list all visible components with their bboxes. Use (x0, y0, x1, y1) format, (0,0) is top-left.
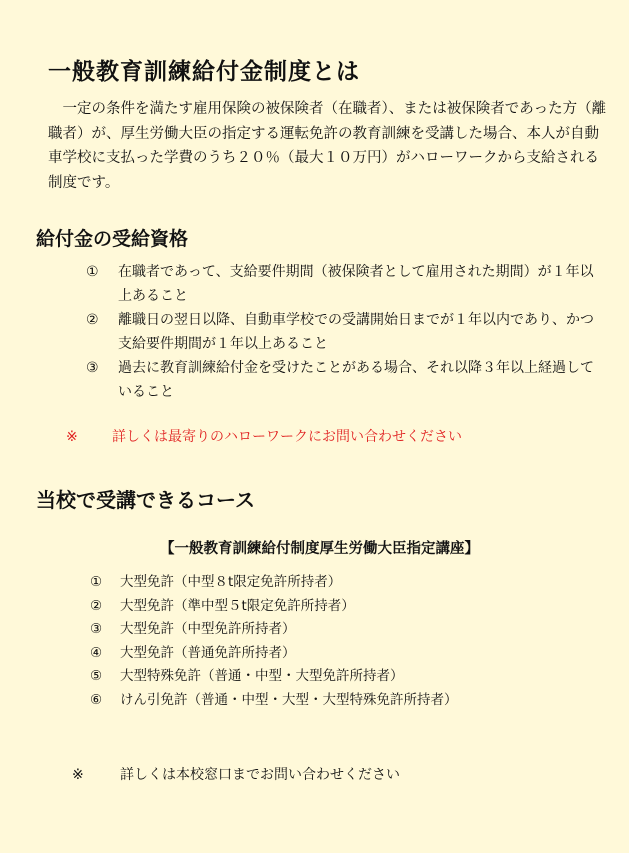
courses-subtitle: 【一般教育訓練給付制度厚生労働大臣指定講座】 (160, 541, 479, 557)
courses-heading: 当校で受講できるコース (36, 488, 255, 512)
courses-note-text: 詳しくは本校窓口までお問い合わせください (120, 767, 400, 783)
course-item (90, 665, 458, 689)
eligibility-text: 離職日の翌日以降、自動車学校での受講開始日までが１年以内であり、かつ支給要件期間が１年以上あること (118, 312, 594, 352)
course-text: 大型特殊免許（普通・中型・大型免許所持者） (120, 668, 404, 684)
page-title: 一般教育訓練給付金制度とは (48, 59, 360, 85)
eligibility-item (86, 356, 606, 404)
item-number: ③ (90, 621, 103, 637)
eligibility-heading: 給付金の受給資格 (36, 228, 189, 250)
eligibility-note-text: 詳しくは最寄りのハローワークにお問い合わせください (112, 429, 462, 445)
item-number: ① (86, 264, 99, 280)
item-number: ⑥ (90, 691, 103, 708)
item-number: ② (86, 312, 99, 328)
course-item (90, 689, 458, 713)
item-number: ② (90, 597, 103, 614)
course-item (90, 571, 458, 595)
course-text: 大型免許（中型免許所持者） (120, 621, 296, 637)
item-number: ③ (86, 360, 99, 376)
course-text: 大型免許（準中型５t限定免許所持者） (120, 597, 355, 614)
eligibility-item (86, 308, 606, 356)
course-text: けん引免許（普通・中型・大型・大型特殊免許所持者） (120, 691, 458, 708)
item-number: ① (90, 574, 103, 590)
eligibility-note (66, 426, 462, 446)
item-number: ⑤ (90, 668, 103, 684)
course-item (90, 618, 458, 642)
eligibility-text: 過去に教育訓練給付金を受けたことがある場合、それ以降３年以上経過していること (118, 360, 594, 400)
course-item (90, 642, 458, 666)
courses-list (90, 571, 458, 712)
course-item (90, 595, 458, 619)
note-mark: ※ (66, 429, 78, 445)
eligibility-text: 在職者であって、支給要件期間（被保険者として雇用された期間）が１年以上あること (118, 264, 594, 304)
eligibility-list (86, 260, 606, 404)
eligibility-item (86, 260, 606, 308)
course-text: 大型免許（中型８t限定免許所持者） (120, 574, 342, 590)
intro-paragraph: 一定の条件を満たす雇用保険の被保険者（在職者）、または被保険者であった方（離職者）が、厚生労働大臣の指定する運転免許の教育訓練を受講した場合、本人が自動車学校に支払った学費のうち２０％（最大１０万円）がハローワークから支給される制度です。 (48, 101, 607, 191)
note-mark: ※ (72, 767, 84, 783)
courses-note (72, 764, 400, 784)
course-text: 大型免許（普通免許所持者） (120, 644, 296, 661)
item-number: ④ (90, 644, 103, 661)
